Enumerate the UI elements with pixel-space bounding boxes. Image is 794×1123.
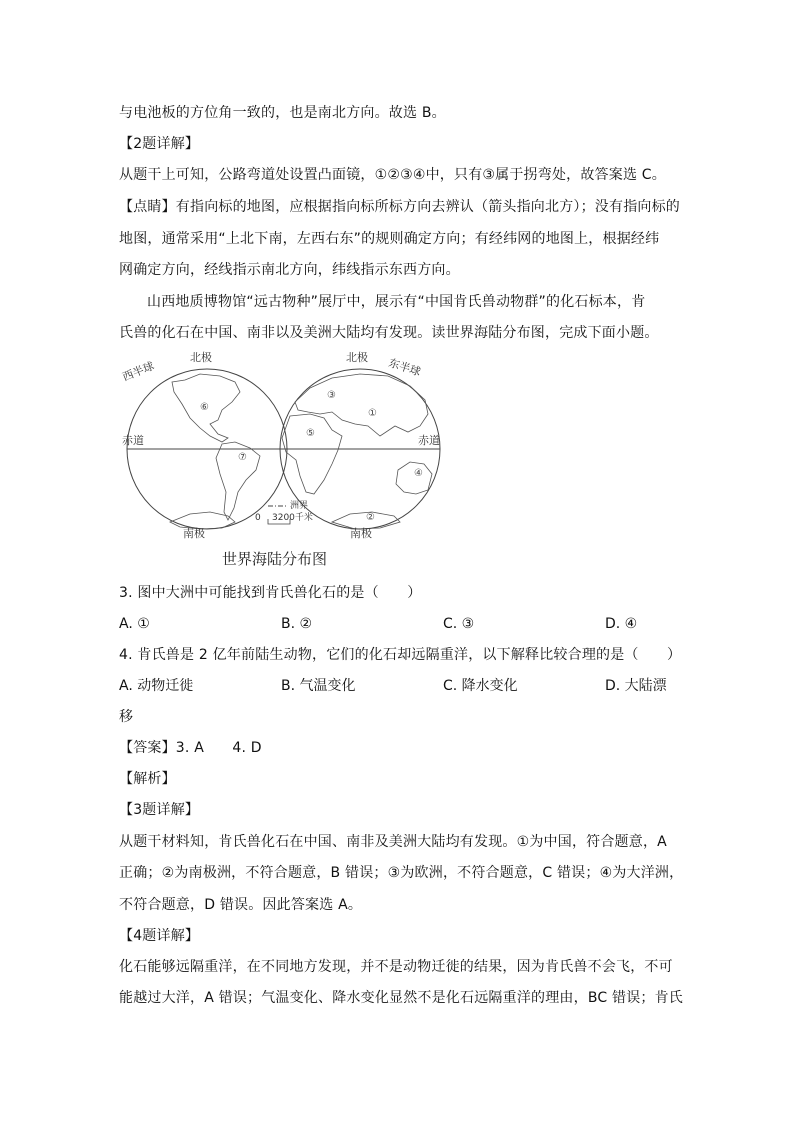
q3-detail-heading: 【3题详解】 [119,802,200,818]
question-3-option-b: B. ② [281,616,313,632]
passage-line: 氏兽的化石在中国、南非以及美洲大陆均有发现。读世界海陆分布图，完成下面小题。 [119,325,659,341]
south-pole-label-west: 南极 [183,527,205,540]
north-pole-label-west: 北极 [190,351,212,364]
q4-detail-line: 能越过大洋，A 错误；气温变化、降水变化显然不是化石远隔重洋的理由，BC 错误；肯氏 [119,990,684,1006]
marker-6: ⑥ [200,402,209,413]
equator-label-east: 赤道 [418,434,440,447]
south-pole-label-east: 南极 [350,527,372,540]
question-3-stem: 3. 图中大洲中可能找到肯氏兽化石的是（ ） [119,585,422,601]
africa-outline [282,414,342,494]
marker-2: ② [366,512,375,523]
scale-value-label: 3200千米 [272,513,313,523]
world-map-drawing [110,352,450,570]
question-3-option-a: A. ① [119,616,150,632]
equator-label-west: 赤道 [122,434,144,447]
answer-line: 【答案】3. A 4. D [119,740,262,756]
text-line: 地图，通常采用“上北下南，左西右东”的规则确定方向；有经纬网的地图上，根据经纬 [119,231,660,247]
passage-line: 山西地质博物馆“远古物种”展厅中，展示有“中国肯氏兽动物群”的化石标本，肯 [147,294,646,310]
map-title: 世界海陆分布图 [222,550,328,568]
q3-detail-line: 不符合题意，D 错误。因此答案选 A。 [119,897,363,913]
marker-4: ④ [414,468,423,479]
q4-detail-heading: 【4题详解】 [119,928,200,944]
boundary-legend-label: 洲界 [290,501,309,511]
marker-7: ⑦ [238,452,247,463]
north-pole-label-east: 北极 [346,351,368,364]
section-heading: 【2题详解】 [119,136,200,152]
question-3-option-c: C. ③ [443,616,475,632]
text-line: 网确定方向，经线指示南北方向，纬线指示东西方向。 [119,262,460,278]
world-map-figure [110,352,450,570]
q3-detail-line: 正确；②为南极洲，不符合题意，B 错误；③为欧洲，不符合题意，C 错误；④为大洋洲， [119,865,684,881]
question-3-option-d: D. ④ [605,616,638,632]
text-line: 从题干上可知，公路弯道处设置凸面镜，①②③④中，只有③属于拐弯处，故答案选 C。 [119,167,666,183]
question-4-option-a: A. 动物迁徙 [119,678,194,694]
question-4-option-b: B. 气温变化 [281,678,356,694]
question-4-option-d-wrap: 移 [119,709,134,725]
analysis-heading: 【解析】 [119,771,176,787]
marker-1: ① [368,408,377,419]
eastern-hemisphere-label: 东半球 [386,356,423,379]
scale-zero-label: 0 [255,513,261,523]
marker-3: ③ [327,390,336,401]
western-hemisphere-label: 西半球 [120,359,157,384]
q3-detail-line: 从题干材料知，肯氏兽化石在中国、南非及美洲大陆均有发现。①为中国，符合题意，A [119,834,667,850]
question-4-stem: 4. 肯氏兽是 2 亿年前陆生动物，它们的化石却远隔重洋，以下解释比较合理的是（ ） [119,647,682,663]
marker-5: ⑤ [306,428,315,439]
tip-line: 【点睛】有指向标的地图，应根据指向标所标方向去辨认（箭头指向北方）；没有指向标的 [119,199,680,215]
text-line: 与电池板的方位角一致的，也是南北方向。故选 B。 [119,105,446,121]
q4-detail-line: 化石能够远隔重洋，在不同地方发现，并不是动物迁徙的结果，因为肯氏兽不会飞，不可 [119,959,673,975]
question-4-option-c: C. 降水变化 [443,678,518,694]
question-4-option-d: D. 大陆漂 [605,678,667,694]
